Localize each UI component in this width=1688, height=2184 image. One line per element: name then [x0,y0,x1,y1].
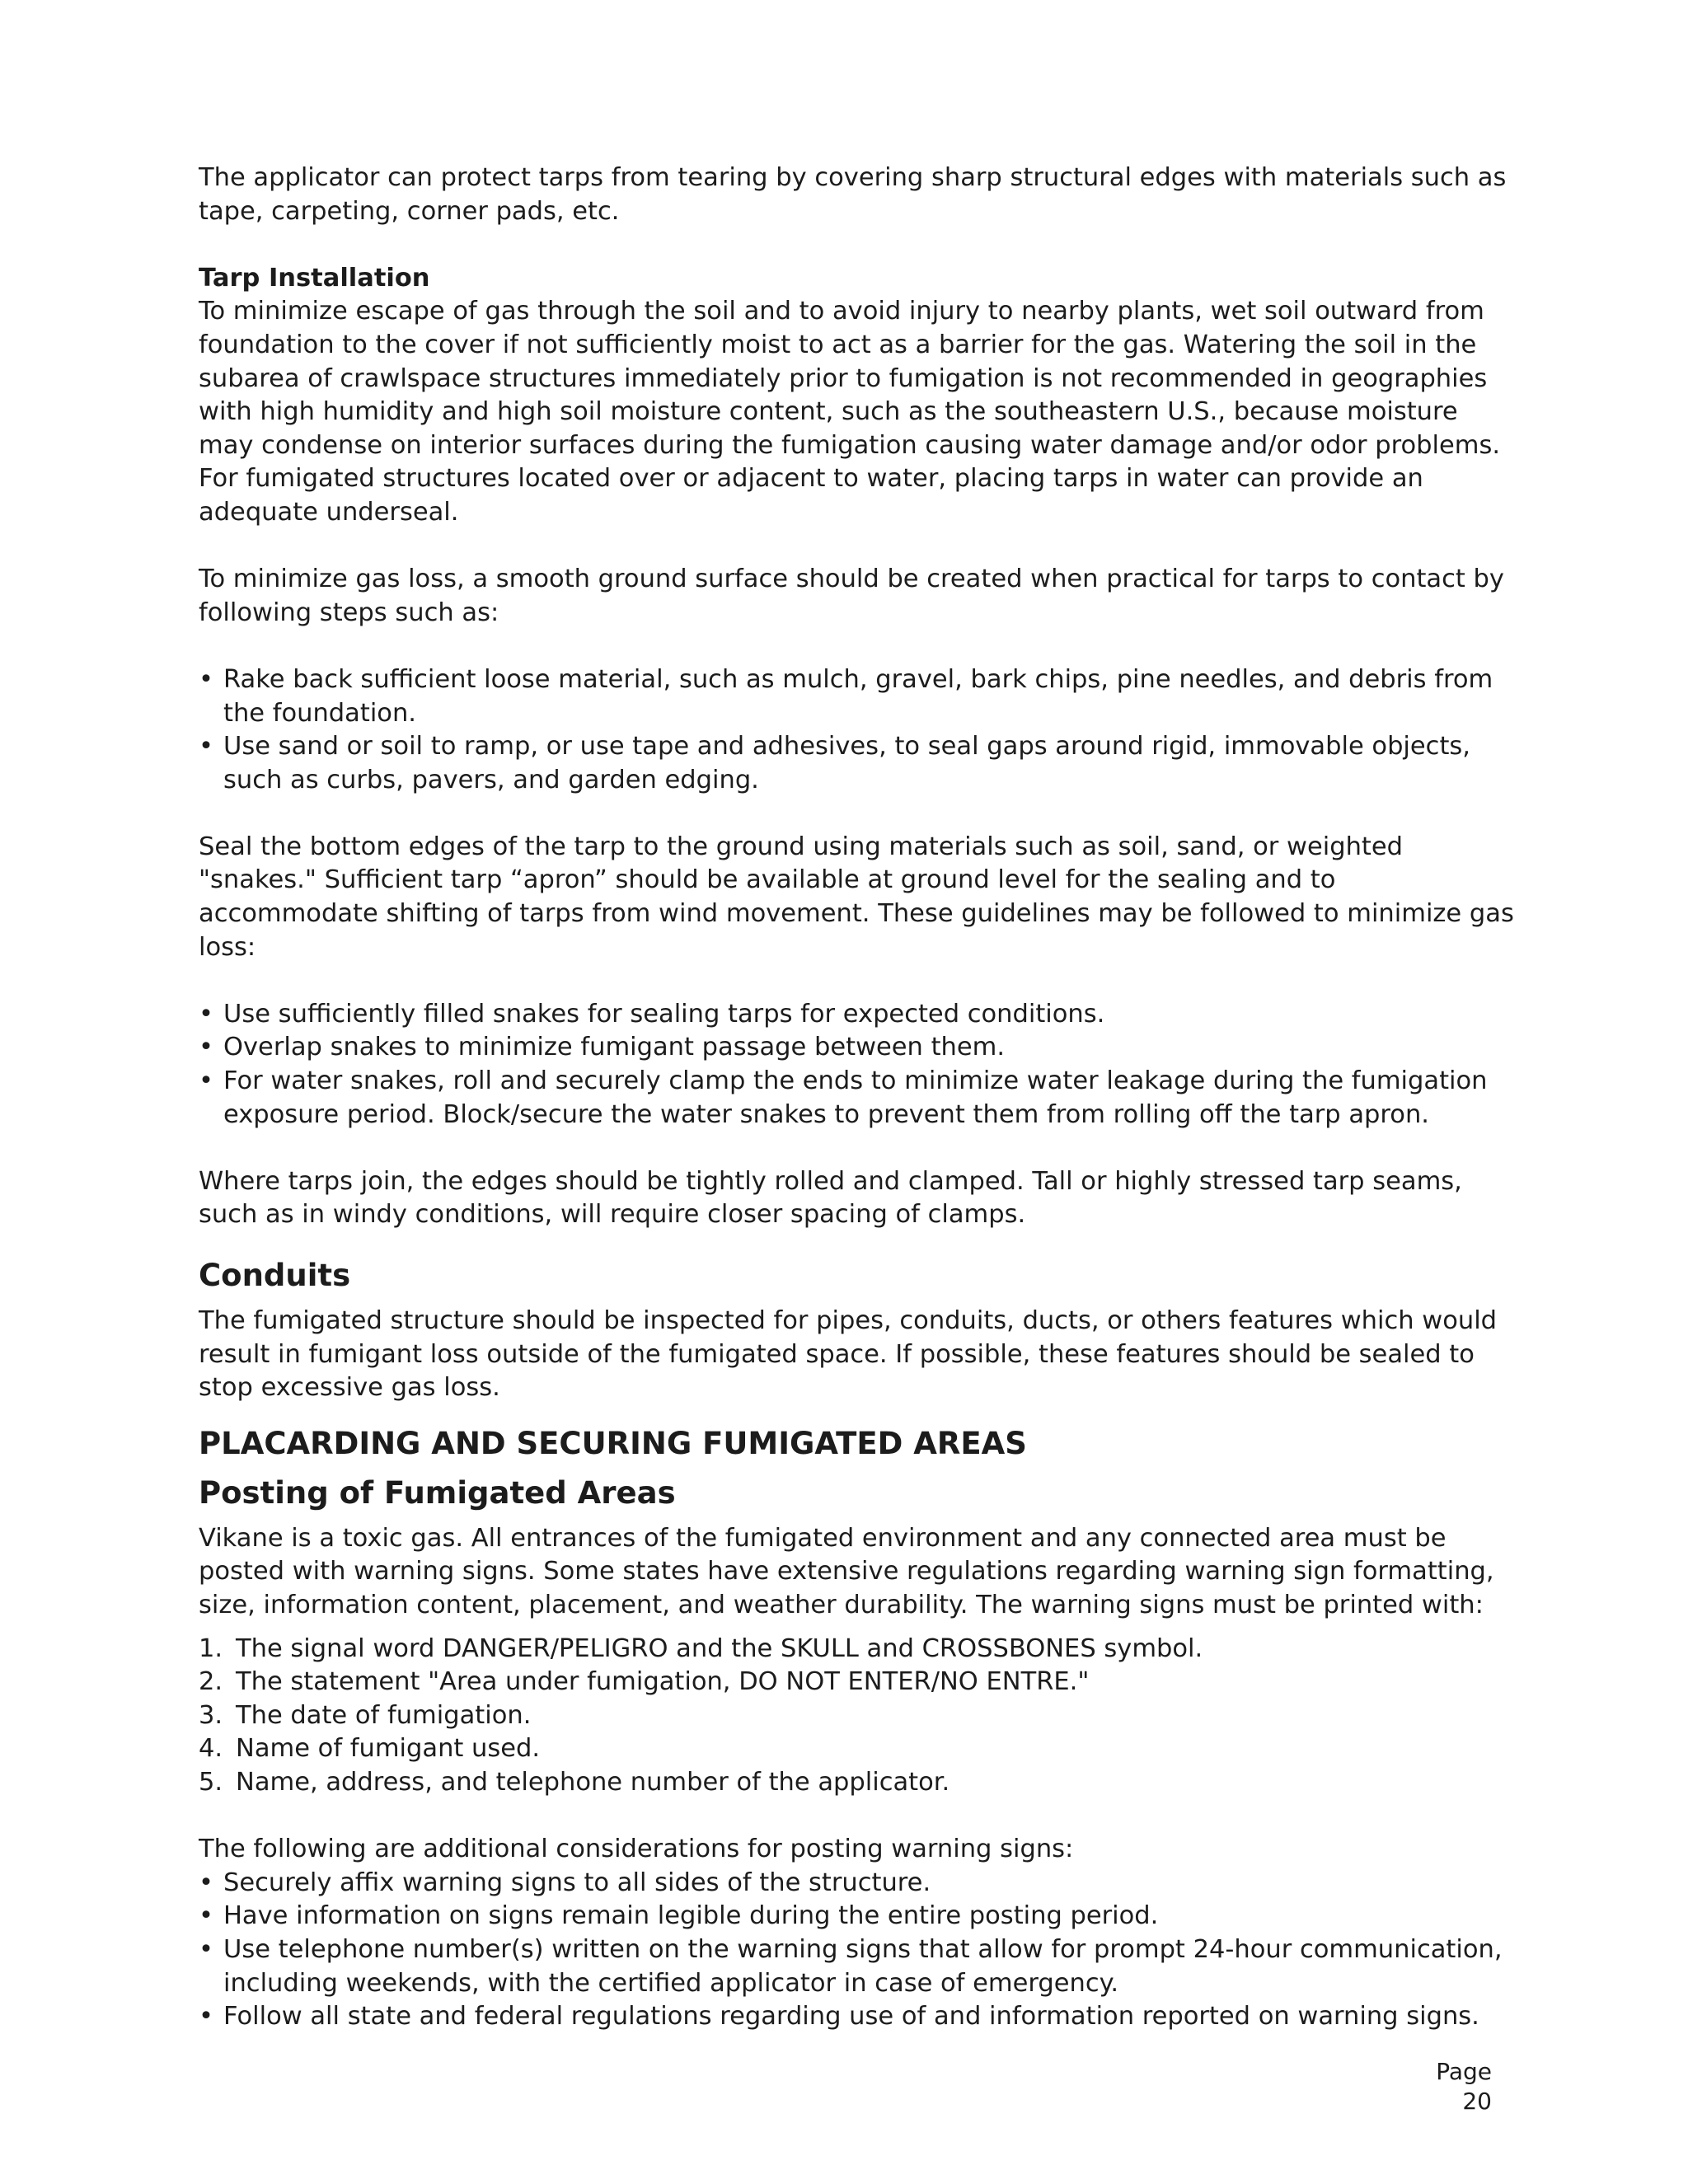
bullet-marker: • [199,999,213,1029]
tarp-installation-paragraph-3: Seal the bottom edges of the tarp to the ground using materials such as soil, sand, or weighted "snakes." Sufficient tarp “apron” should be available at ground level for the sealing and to accommodate shifting of tarps from wind movement. These guidelines may be followed to minimize gas loss: [199,832,1514,962]
list-item [199,663,1517,730]
bullet-marker: • [199,664,213,694]
list-item [199,1900,1517,1933]
bullet-marker: • [199,1868,213,1897]
snake-guidelines-list [199,998,1517,1132]
list-item [199,1933,1517,2000]
page-number: Page 20 [1436,2058,1492,2115]
tarp-installation-paragraph-2: To minimize gas loss, a smooth ground surface should be created when practical for tarps to contact by following steps such as: [199,565,1504,627]
bullet-marker: • [199,1934,213,1964]
list-item-text: Follow all state and federal regulations regarding use of and information reported on warning signs. [223,2002,1479,2032]
posting-heading: Posting of Fumigated Areas [199,1474,676,1511]
posting-paragraph-1: Vikane is a toxic gas. All entrances of the fumigated environment and any connected area must be posted with warning signs. Some states have extensive regulations regarding warning sign formatting, size, information content, placement, and weather durability. The warning signs must be printed with: [199,1523,1494,1619]
document-body [199,162,1517,2034]
list-number: 4. [199,1734,223,1764]
bullet-marker: • [199,732,213,762]
list-item-text: Rake back sufficient loose material, such as mulch, gravel, bark chips, pine needles, and debris from the foundation. [223,664,1493,728]
list-item-text: For water snakes, roll and securely clamp the ends to minimize water leakage during the fumigation exposure period. Block/secure the water snakes to prevent them from rolling off the tarp apron. [223,1066,1488,1129]
list-item [199,730,1517,797]
bullet-marker: • [199,1033,213,1062]
list-number: 1. [199,1633,223,1663]
list-item-text: Use telephone number(s) written on the warning signs that allow for prompt 24-hour communication, including weekends, with the certified applicator in case of emergency. [223,1934,1503,1998]
list-number: 3. [199,1700,223,1730]
list-item [199,2000,1517,2034]
list-item [199,1766,1517,1800]
list-item-text: The signal word DANGER/PELIGRO and the SKULL and CROSSBONES symbol. [236,1633,1203,1663]
list-number: 2. [199,1667,223,1697]
list-item-text: Overlap snakes to minimize fumigant passage between them. [223,1033,1006,1062]
list-item [199,1732,1517,1766]
ground-surface-list [199,663,1517,797]
conduits-heading: Conduits [199,1258,351,1293]
tarp-installation-heading: Tarp Installation [199,263,430,293]
list-item-text: Name, address, and telephone number of the applicator. [236,1767,950,1797]
tarp-installation-paragraph-1: To minimize escape of gas through the soil and to avoid injury to nearby plants, wet soil outward from foundation to the cover if not sufficiently moist to act as a barrier for the gas. Watering the soil in the subarea of crawlspace structures immediately prior to fumigation is not recommended in geographies with high humidity and high soil moisture content, such as the southeastern U.S., because moisture may condense on interior surfaces during the fumigation causing water damage and/or odor problems. For fumigated structures located over or adjacent to water, placing tarps in water can provide an adequate underseal. [199,297,1501,527]
warning-sign-requirements-list [199,1633,1517,1800]
conduits-paragraph: The fumigated structure should be inspected for pipes, conduits, ducts, or others features which would result in fumigant loss outside of the fumigated space. If possible, these features should be sealed to stop excessive gas loss. [199,1306,1498,1403]
list-item [199,1031,1517,1065]
list-item-text: Use sand or soil to ramp, or use tape and adhesives, to seal gaps around rigid, immovable objects, such as curbs, pavers, and garden edging. [223,732,1470,794]
bullet-marker: • [199,2002,213,2032]
list-item-text: Have information on signs remain legible during the entire posting period. [223,1901,1159,1931]
bullet-marker: • [199,1066,213,1096]
posting-considerations-list [199,1867,1517,2034]
list-number: 5. [199,1767,223,1797]
list-item-text: Name of fumigant used. [236,1734,541,1764]
list-item [199,1633,1517,1666]
placarding-heading: PLACARDING AND SECURING FUMIGATED AREAS [199,1425,1027,1461]
list-item [199,1666,1517,1699]
list-item [199,1065,1517,1132]
intro-paragraph: The applicator can protect tarps from tearing by covering sharp structural edges with materials such as tape, carpeting, corner pads, etc. [199,163,1507,226]
list-item [199,998,1517,1032]
list-item [199,1699,1517,1733]
posting-paragraph-2: The following are additional considerations for posting warning signs: [199,1835,1074,1864]
list-item [199,1867,1517,1900]
list-item-text: Use sufficiently filled snakes for sealing tarps for expected conditions. [223,999,1105,1029]
bullet-marker: • [199,1901,213,1931]
list-item-text: The statement "Area under fumigation, DO NOT ENTER/NO ENTRE." [236,1667,1090,1697]
list-item-text: Securely affix warning signs to all sides of the structure. [223,1868,931,1897]
tarp-installation-paragraph-4: Where tarps join, the edges should be tightly rolled and clamped. Tall or highly stressed tarp seams, such as in windy conditions, will require closer spacing of clamps. [199,1166,1462,1230]
list-item-text: The date of fumigation. [236,1700,532,1730]
